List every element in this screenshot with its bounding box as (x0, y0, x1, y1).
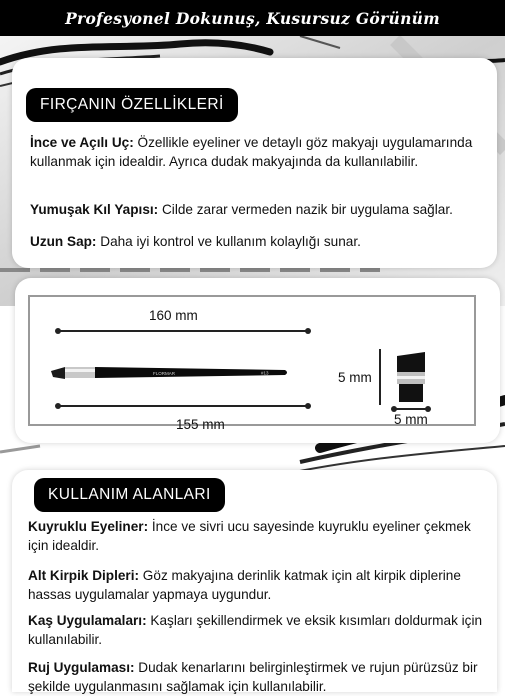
usage-item (28, 567, 490, 604)
usage-item (28, 518, 490, 555)
feature-text: Özellikle eyeliner ve detaylı göz makyajı uygulamarında kullanmak için idealdir. Ayrıca dudak makyajında da kullanılabilir. (30, 135, 473, 169)
usage-card (12, 470, 497, 692)
usage-heading: KULLANIM ALANLARI (34, 478, 225, 512)
top-banner (0, 0, 505, 36)
model-code: #13 (261, 370, 269, 376)
tip-width-label: 5 mm (394, 412, 428, 427)
total-length-label: 160 mm (149, 308, 198, 323)
usage-text: Göz makyajına derinlik katmak için alt kirpik diplerine hassas uygulamalar yapmaya uygundur. (28, 568, 461, 602)
tip-height-label: 5 mm (338, 370, 372, 385)
dimensions-card (15, 278, 500, 443)
usage-label: Ruj Uygulaması: (28, 660, 135, 675)
usage-label: Kaş Uygulamaları: (28, 613, 147, 628)
usage-item (28, 612, 490, 649)
usage-item (28, 659, 490, 696)
feature-item (30, 201, 492, 220)
features-card (12, 58, 497, 268)
usage-text: Kaşları şekillendirmek ve eksik kısımları doldurmak için kullanılabilir. (28, 613, 483, 647)
feature-label: Yumuşak Kıl Yapısı: (30, 202, 159, 217)
features-heading: FIRÇANIN ÖZELLİKLERİ (26, 88, 238, 122)
feature-text: Cilde zarar vermeden nazik bir uygulama sağlar. (158, 202, 453, 217)
feature-label: Uzun Sap: (30, 234, 97, 249)
feature-label: İnce ve Açılı Uç: (30, 135, 134, 150)
handle-length-label: 155 mm (176, 417, 225, 432)
brand-mark: FLORMAR (153, 371, 176, 376)
brush-tip-closeup (391, 352, 431, 406)
usage-text: İnce ve sivri ucu sayesinde kuyruklu eyeliner çekmek için idealdir. (28, 519, 471, 553)
feature-item (30, 134, 492, 171)
banner-title: Profesyonel Dokunuş, Kusursuz Görünüm (65, 8, 440, 28)
handle-length-line (57, 405, 309, 407)
usage-label: Kuyruklu Eyeliner: (28, 519, 149, 534)
brush-image (49, 361, 289, 385)
usage-text: Dudak kenarlarını belirginleştirmek ve rujun pürüzsüz bir şekilde uygulanmasını sağlamak için kullanılabilir. (28, 660, 478, 694)
feature-item (30, 233, 492, 252)
feature-text: Daha iyi kontrol ve kullanım kolaylığı sunar. (96, 234, 361, 249)
usage-label: Alt Kirpik Dipleri: (28, 568, 140, 583)
tip-height-line (379, 349, 381, 405)
total-length-line (57, 330, 309, 332)
tip-width-line (393, 408, 429, 410)
